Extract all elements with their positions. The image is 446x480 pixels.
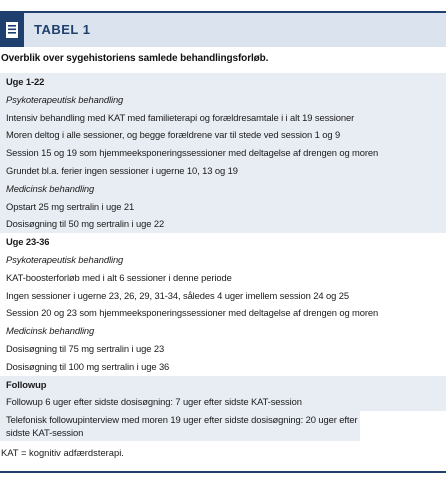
table-row: Ingen sessioner i ugerne 23, 26, 29, 31-34, således 4 uger imellem session 24 og 25 (6, 289, 349, 301)
table-row: Followup 6 uger efter sidste dosisøgning: 7 uger efter sidste KAT-session (0, 393, 446, 411)
table-row: Session 20 og 23 som hjemmeeksponeringssessioner med deltagelse af drengen og moren (6, 307, 379, 319)
table-row: Dosisøgning til 100 mg sertralin i uge 36 (6, 360, 170, 372)
table-row: Session 15 og 19 som hjemmeeksponeringssessioner med deltagelse af drengen og moren (0, 144, 446, 162)
section-subheading: Medicinsk behandling (6, 325, 95, 337)
table-row: Opstart 25 mg sertralin i uge 21 (0, 198, 446, 216)
section-subheading: Psykoterapeutisk behandling (0, 91, 446, 109)
table-caption: Overblik over sygehistoriens samlede behandlingsforløb. (1, 53, 269, 64)
table-row: KAT-boosterforløb med i alt 6 sessioner i denne periode (6, 271, 232, 283)
table-row: Telefonisk followupinterview med moren 19 uger efter sidste dosisøgning: 20 uger efter sidste KAT-session (0, 411, 360, 441)
table-header (0, 13, 446, 47)
document-icon (0, 13, 24, 47)
section-heading: Uge 23-36 (6, 236, 50, 248)
table-body (0, 73, 446, 441)
table-row: Intensiv behandling med KAT med familieterapi og forældresamtale i i alt 19 sessioner (0, 109, 446, 127)
bottom-rule (0, 471, 446, 473)
table-row: Dosisøgning til 75 mg sertralin i uge 23 (6, 342, 165, 354)
table-row: Moren deltog i alle sessioner, og begge forældrene var til stede ved session 1 og 9 (0, 126, 446, 144)
table-title: TABEL 1 (34, 22, 91, 37)
table-footnote: KAT = kognitiv adfærdsterapi. (1, 447, 124, 458)
table-row: Dosisøgning til 50 mg sertralin i uge 22 (0, 215, 446, 233)
section-heading: Followup (0, 376, 446, 394)
table-row: Grundet bl.a. ferier ingen sessioner i ugerne 10, 13 og 19 (0, 162, 446, 180)
section-subheading: Psykoterapeutisk behandling (6, 253, 124, 265)
section-subheading: Medicinsk behandling (0, 180, 446, 198)
section-heading: Uge 1-22 (0, 73, 446, 91)
